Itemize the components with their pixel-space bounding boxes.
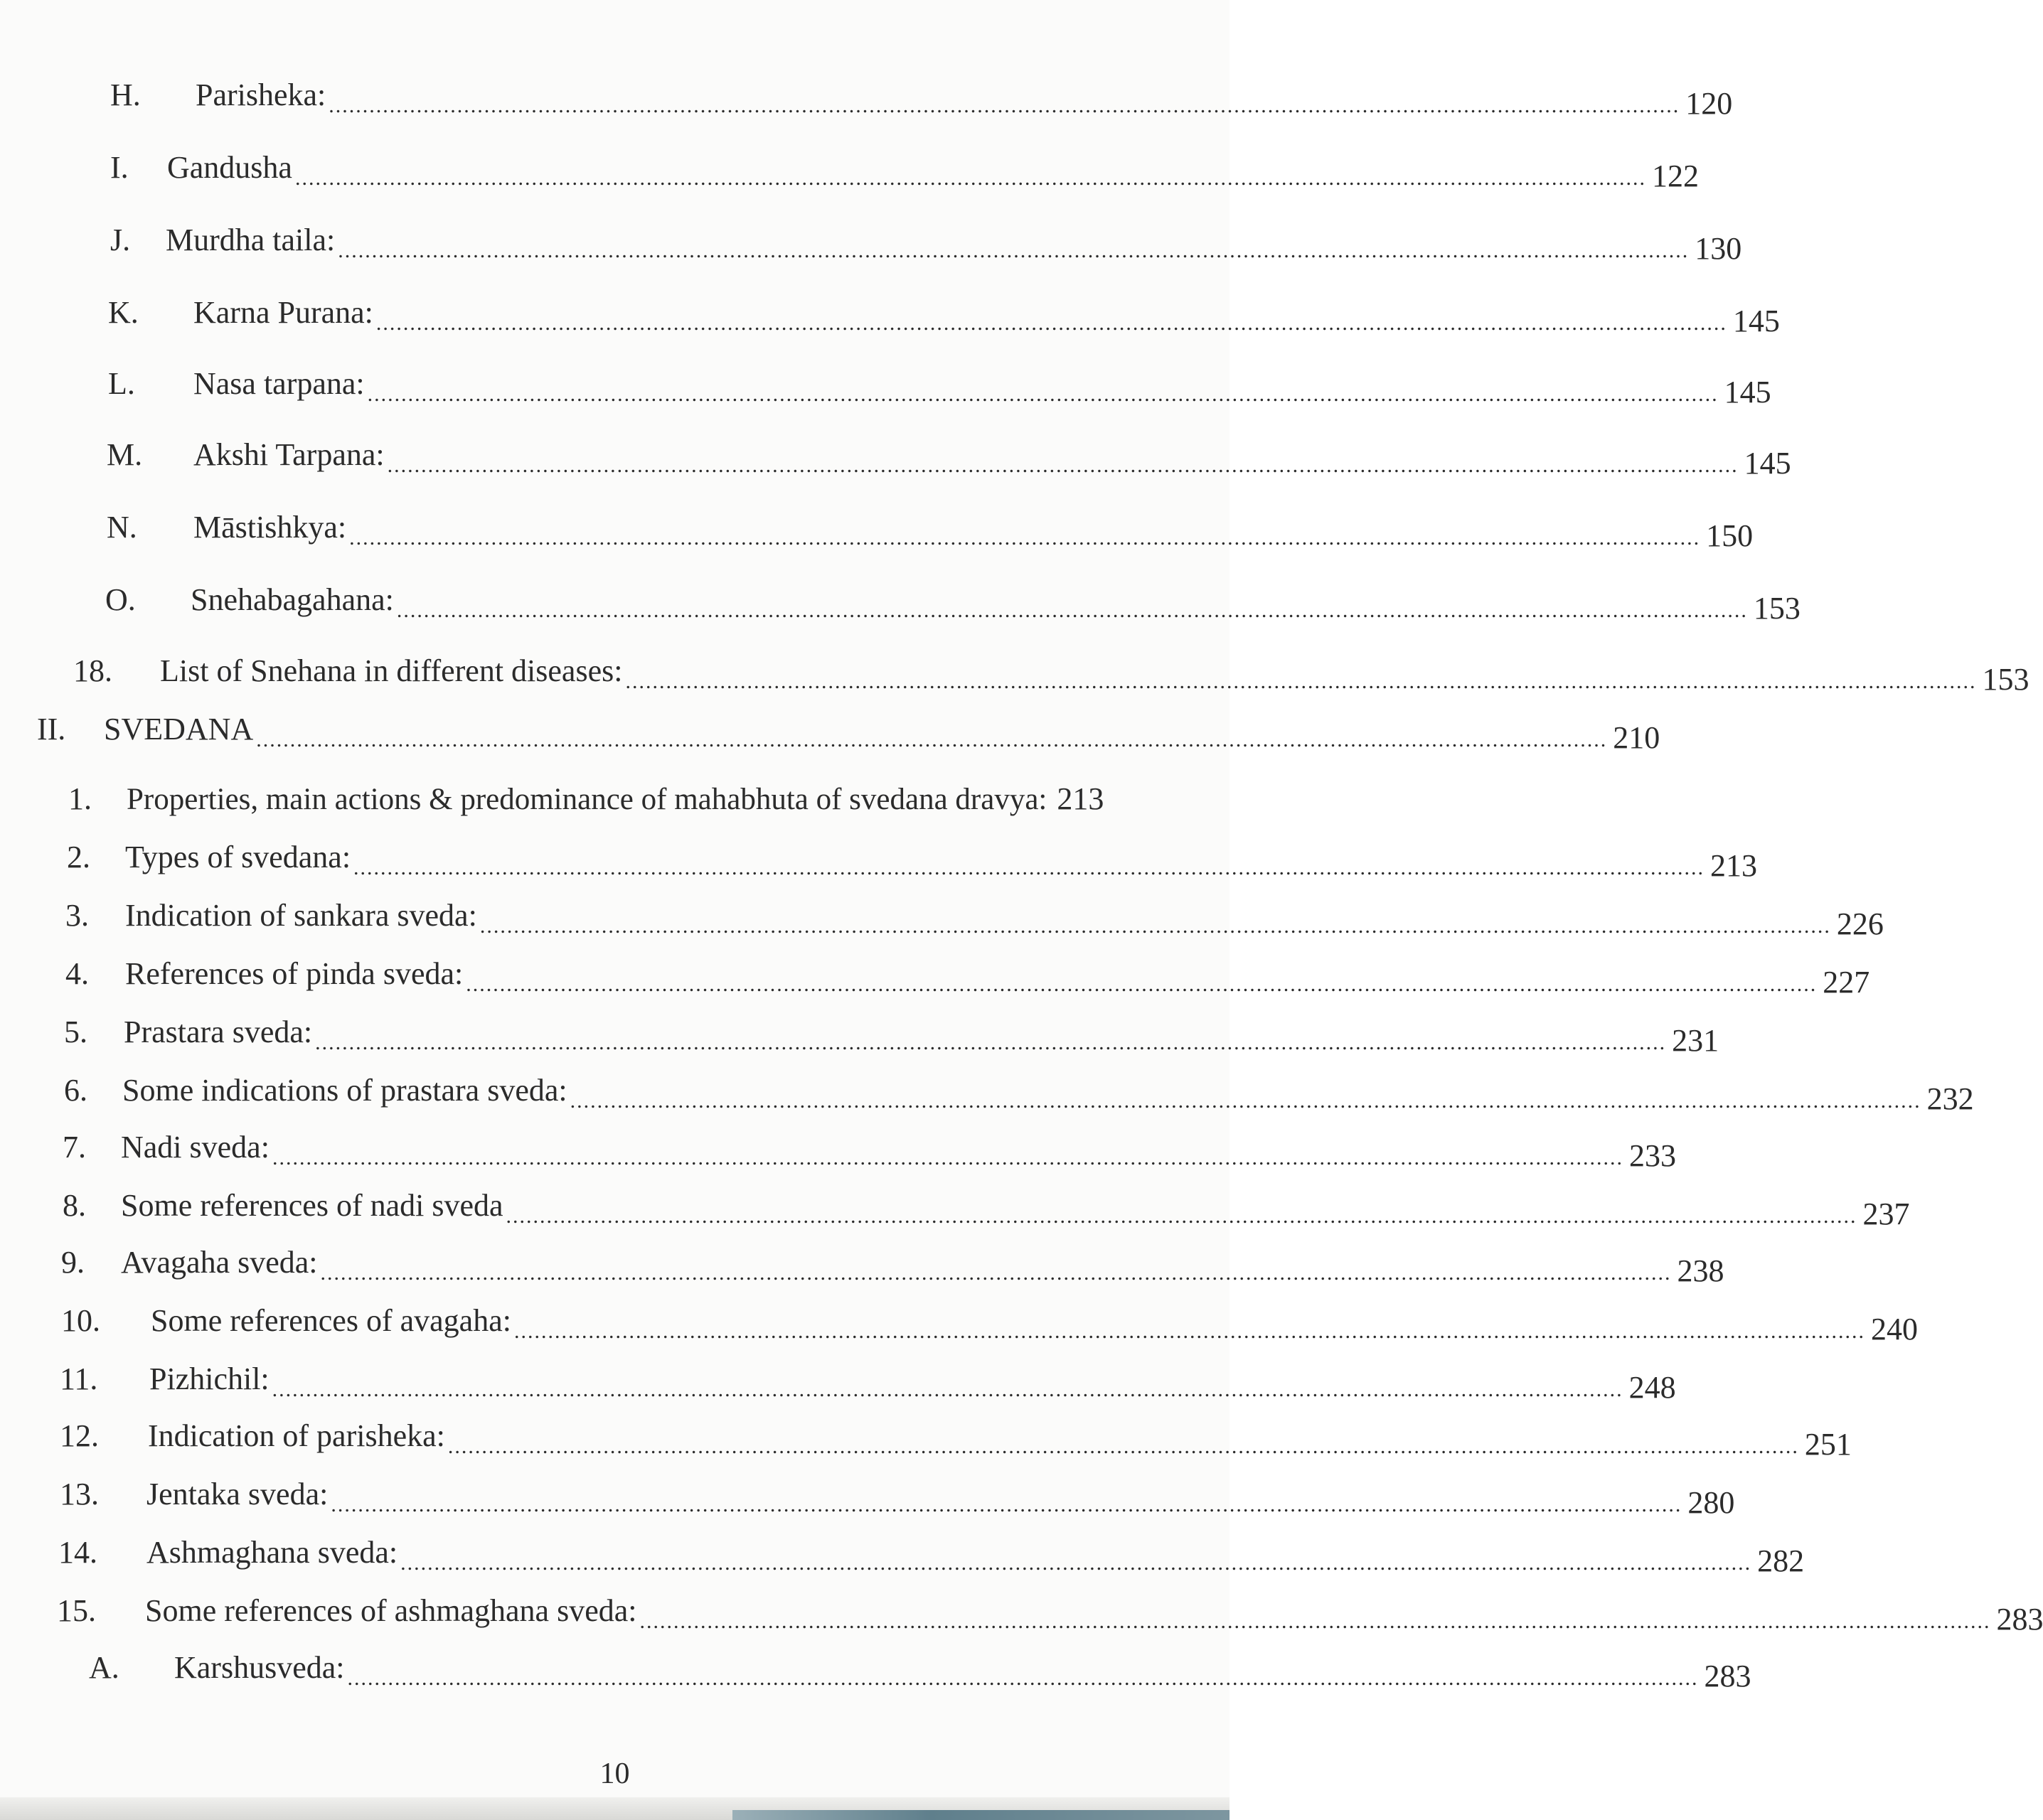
toc-entry-page: 233	[1628, 1138, 1676, 1173]
toc-entry-page: 150	[1706, 518, 1754, 553]
toc-entry[interactable]	[108, 294, 1780, 338]
dot-leader: ........................................................................................................................................................................................................	[347, 1666, 1699, 1690]
toc-entry-page: 213	[1057, 781, 1104, 816]
dot-leader: ........................................................................................................................................................................................................	[315, 1031, 1667, 1054]
dot-leader: ........................................................................................................................................................................................................	[639, 1610, 1991, 1633]
toc-entry-page: 227	[1823, 965, 1870, 1000]
toc-entry[interactable]	[110, 77, 1733, 121]
dot-leader: ........................................................................................................................................................................................................	[447, 1435, 1799, 1458]
toc-entry-page: 153	[1753, 591, 1801, 626]
dot-leader: ........................................................................................................................................................................................................	[294, 166, 1646, 190]
dot-leader: ........................................................................................................................................................................................................	[349, 526, 1701, 550]
toc-entry[interactable]	[67, 839, 1758, 883]
toc-entry-page: 251	[1804, 1427, 1852, 1462]
toc-entry-title: Prastara sveda:	[124, 1015, 313, 1049]
toc-entry[interactable]	[110, 149, 1699, 193]
dot-leader: ........................................................................................................................................................................................................	[506, 1204, 1857, 1228]
toc-entry[interactable]	[57, 1592, 2043, 1637]
toc-entry-page: 280	[1687, 1485, 1735, 1520]
dot-leader: ........................................................................................................................................................................................................	[400, 1551, 1752, 1575]
toc-entry-title: Akshi Tarpana:	[193, 437, 385, 472]
toc-entry-number: N.	[107, 510, 137, 545]
toc-entry-number: K.	[108, 295, 139, 330]
dot-leader: ........................................................................................................................................................................................................	[367, 382, 1719, 406]
dot-leader: ........................................................................................................................................................................................................	[387, 454, 1739, 477]
toc-entry-title: Jentaka sveda:	[146, 1477, 329, 1511]
toc-entry-number: 1.	[68, 781, 92, 816]
toc-entry[interactable]	[63, 1129, 1676, 1173]
toc-entry-title: Gandusha	[167, 150, 292, 185]
dot-leader: ........................................................................................................................................................................................................	[320, 1261, 1672, 1285]
toc-entry-page: 226	[1836, 906, 1884, 941]
toc-entry-title: List of Snehana in different diseases:	[160, 653, 623, 688]
dot-leader: ........................................................................................................................................................................................................	[353, 856, 1705, 879]
toc-entry-number: J.	[110, 223, 131, 257]
toc-entry[interactable]	[65, 956, 1870, 1000]
toc-entry-title: References of pinda sveda:	[125, 956, 464, 991]
dot-leader: ........................................................................................................................................................................................................	[338, 239, 1690, 262]
toc-entry[interactable]	[107, 509, 1754, 553]
toc-entry-number: 4.	[65, 956, 89, 991]
toc-entry-number: L.	[108, 366, 135, 401]
toc-entry-number: 3.	[65, 898, 89, 933]
toc-entry-number: 5.	[64, 1015, 87, 1049]
scan-edge-band	[732, 1810, 1229, 1820]
dot-leader: ........................................................................................................................................................................................................	[513, 1320, 1865, 1343]
toc-entry-title: Nadi sveda:	[121, 1130, 270, 1165]
toc-entry-number: A.	[89, 1650, 119, 1685]
toc-entry-page: 232	[1926, 1081, 1974, 1116]
toc-entry-page: 210	[1613, 720, 1660, 755]
toc-entry-number: 7.	[63, 1130, 86, 1165]
toc-entry-title: Murdha taila:	[166, 223, 336, 257]
toc-entry-number: O.	[105, 582, 136, 617]
toc-entry-title: Types of svedana:	[125, 840, 351, 874]
toc-entry-title: Some references of ashmaghana sveda:	[145, 1593, 637, 1628]
toc-entry-title: Avagaha sveda:	[121, 1245, 318, 1280]
toc-entry[interactable]	[60, 1476, 1735, 1520]
dot-leader: ........................................................................................................................................................................................................	[625, 670, 1977, 693]
toc-entry[interactable]	[58, 1534, 1805, 1578]
toc-entry-number: 13.	[60, 1477, 99, 1511]
toc-entry-number: M.	[107, 437, 143, 472]
toc-entry-number: 6.	[64, 1073, 87, 1108]
toc-entry-number: 2.	[67, 840, 90, 874]
toc-entry-title: Some references of nadi sveda	[121, 1188, 503, 1223]
toc-entry-page: 120	[1685, 86, 1733, 121]
toc-entry[interactable]	[60, 1418, 1852, 1462]
page-number: 10	[599, 1757, 630, 1790]
toc-entry-number: 12.	[60, 1418, 99, 1453]
dot-leader: ........................................................................................................................................................................................................	[272, 1146, 1623, 1169]
toc-entry-page: 153	[1982, 662, 2029, 697]
toc-entry[interactable]	[63, 1187, 1910, 1231]
toc-entry[interactable]	[61, 1244, 1724, 1288]
toc-entry-number: H.	[110, 77, 141, 112]
dot-leader: ........................................................................................................................................................................................................	[329, 94, 1680, 117]
toc-entry-title: Ashmaghana sveda:	[146, 1535, 398, 1570]
dot-leader: ........................................................................................................................................................................................................	[466, 973, 1818, 996]
toc-entry-page: 130	[1695, 231, 1742, 266]
toc-entry[interactable]	[73, 653, 2029, 697]
toc-entry[interactable]	[68, 781, 1196, 818]
toc-entry[interactable]	[89, 1649, 1751, 1693]
toc-entry-number: 14.	[58, 1535, 97, 1570]
dot-leader: ........................................................................................................................................................................................................	[272, 1378, 1623, 1401]
toc-entry-number: 10.	[61, 1303, 100, 1338]
toc-entry-title: Nasa tarpana:	[193, 366, 365, 401]
toc-entry[interactable]	[110, 222, 1742, 266]
toc-entry-title: Pizhichil:	[149, 1361, 270, 1396]
toc-entry-title: SVEDANA	[104, 712, 254, 746]
dot-leader: ........................................................................................................................................................................................................	[396, 599, 1748, 622]
toc-entry-page: 248	[1628, 1370, 1676, 1405]
toc-entry-page: 238	[1677, 1253, 1724, 1288]
toc-entry-page: 283	[1704, 1659, 1751, 1693]
toc-entry[interactable]	[64, 1072, 1974, 1116]
toc-entry-page: 145	[1732, 304, 1780, 338]
toc-entry[interactable]	[64, 1014, 1719, 1058]
toc-entry-page: 237	[1862, 1197, 1910, 1231]
dot-leader: ........................................................................................................................................................................................................	[256, 728, 1608, 751]
toc-entry[interactable]	[61, 1302, 1918, 1347]
toc-entry[interactable]	[60, 1361, 1676, 1405]
toc-entry-title: Karshusveda:	[174, 1650, 345, 1685]
toc-entry-title: Some references of avagaha:	[151, 1303, 511, 1338]
toc-entry-page: 145	[1724, 375, 1771, 410]
toc-entry-number: II.	[37, 712, 66, 746]
toc-entry-number: 18.	[73, 653, 112, 688]
toc-entry-title: Karna Purana:	[193, 295, 373, 330]
toc-entry[interactable]	[65, 897, 1884, 941]
toc-entry-title: Indication of sankara sveda:	[125, 898, 477, 933]
toc-entry-title: Māstishkya:	[193, 510, 347, 545]
toc-entry-page: 122	[1651, 159, 1699, 193]
toc-entry-number: I.	[110, 150, 129, 185]
dot-leader: ........................................................................................................................................................................................................	[479, 914, 1831, 938]
toc-entry[interactable]	[108, 365, 1771, 410]
toc-entry[interactable]	[107, 437, 1791, 481]
toc-entry-page: 231	[1672, 1023, 1719, 1058]
toc-entry-title: Indication of parisheka:	[148, 1418, 445, 1453]
dot-leader: ........................................................................................................................................................................................................	[375, 311, 1727, 335]
toc-entry-page: 240	[1870, 1312, 1918, 1347]
toc-entry[interactable]	[105, 582, 1801, 626]
toc-entry-page: 282	[1757, 1543, 1805, 1578]
toc-entry-title: Snehabagahana:	[191, 582, 394, 617]
toc-entry[interactable]	[37, 711, 1660, 755]
dot-leader: ........................................................................................................................................................................................................	[331, 1493, 1682, 1516]
toc-entry-title: Parisheka:	[196, 77, 326, 112]
toc-entry-page: 213	[1710, 848, 1758, 883]
dot-leader: ........................................................................................................................................................................................................	[570, 1089, 1921, 1113]
toc-entry-number: 9.	[61, 1245, 85, 1280]
toc-entry-page: 145	[1744, 446, 1791, 481]
toc-entry-page: 283	[1996, 1602, 2043, 1637]
toc-entry-title: Some indications of prastara sveda:	[122, 1073, 567, 1108]
toc-entry-number: 15.	[57, 1593, 96, 1628]
toc-entry-number: 11.	[60, 1361, 98, 1396]
toc-entry-title: Properties, main actions & predominance of mahabhuta of svedana dravya:	[127, 783, 1047, 816]
toc-entry-number: 8.	[63, 1188, 86, 1223]
